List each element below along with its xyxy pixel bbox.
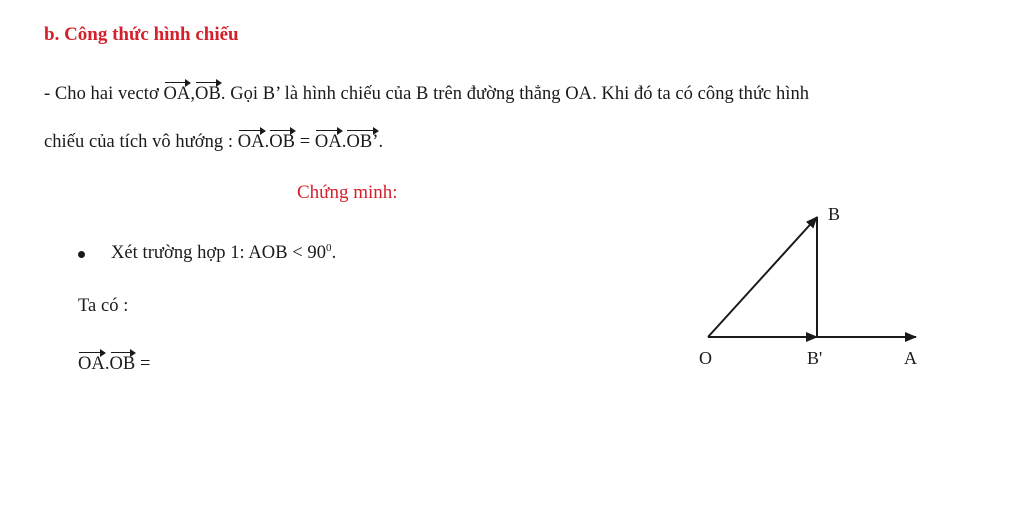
section-heading: b. Công thức hình chiếu xyxy=(44,24,239,45)
vector-ob-line xyxy=(708,217,817,337)
bullet-icon xyxy=(78,251,85,258)
case-1 xyxy=(111,242,336,264)
angle-expression: AOB < 90 xyxy=(248,243,327,264)
dot: . xyxy=(341,132,347,152)
label-o: O xyxy=(699,348,712,368)
ta-co-label: Ta có : xyxy=(78,296,129,316)
formula-start xyxy=(78,352,151,375)
period: . xyxy=(378,132,384,152)
label-a: A xyxy=(904,348,917,368)
dot: . xyxy=(264,132,270,152)
vector-ob-prime: OB’ xyxy=(346,132,379,152)
period: . xyxy=(331,243,337,264)
paragraph-line-1 xyxy=(44,82,809,105)
dot: . xyxy=(104,354,110,374)
line1-prefix: - Cho hai vectơ xyxy=(44,84,159,104)
paragraph-line-2 xyxy=(44,130,383,153)
equals-sign: = xyxy=(295,132,315,152)
case-1-text: Xét trường hợp 1: xyxy=(111,243,245,264)
vector-oa: OA xyxy=(314,132,342,152)
line1-text: . Gọi B’ là hình chiếu của B trên đường thẳng OA. Khi đó ta có công thức hình xyxy=(220,84,810,104)
proof-title: Chứng minh: xyxy=(297,182,398,203)
equals-sign: = xyxy=(135,354,151,374)
label-b-prime: B' xyxy=(807,348,823,368)
label-b: B xyxy=(828,204,841,224)
vector-ob: OB xyxy=(109,354,136,374)
projection-diagram xyxy=(690,195,930,375)
vector-ob: OB xyxy=(269,132,296,152)
comma: , xyxy=(190,84,196,104)
vector-oa: OA xyxy=(237,132,265,152)
vector-oa: OA xyxy=(78,354,105,374)
vector-oa: OA xyxy=(163,84,191,104)
line2-prefix: chiếu của tích vô hướng : xyxy=(44,132,234,152)
degree-superscript: 0 xyxy=(326,242,332,254)
vector-ob: OB xyxy=(195,84,221,104)
